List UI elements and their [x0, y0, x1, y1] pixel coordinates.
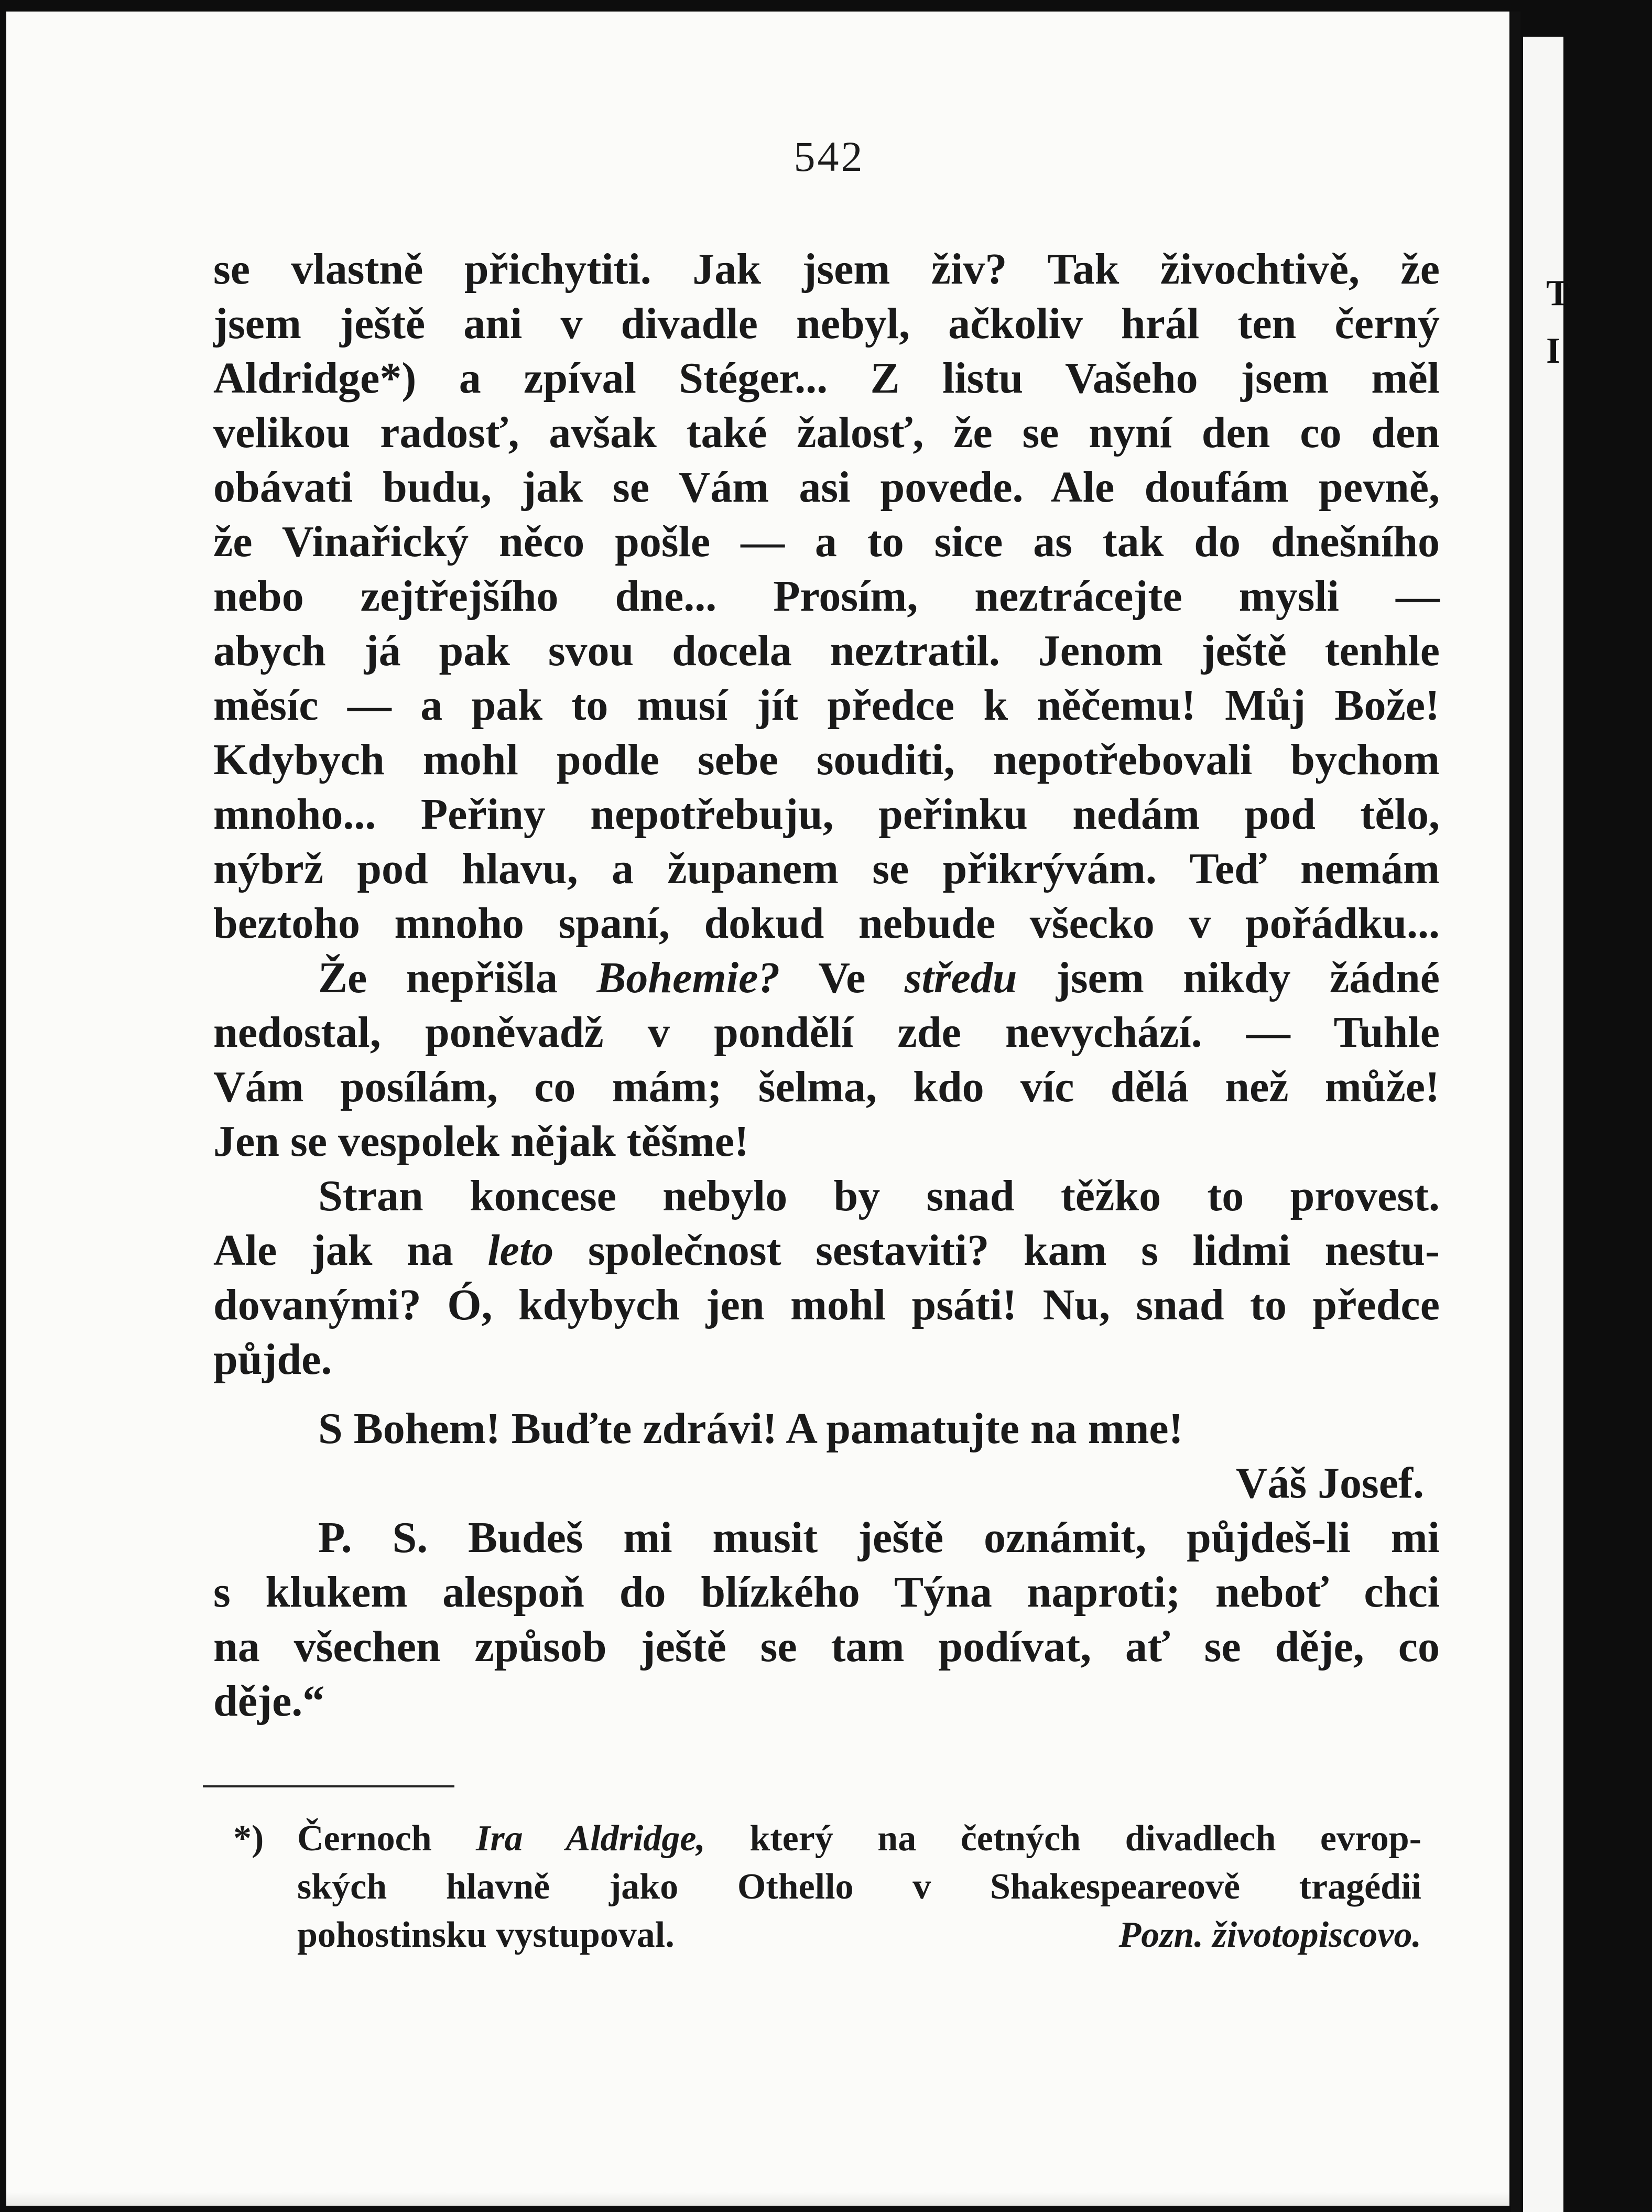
text-line: měsíc — a pak to musí jít předce k něčemu! Můj Bože! — [213, 681, 1440, 730]
italic-word: středu — [904, 953, 1017, 1002]
text-line: obávati budu, jak se Vám asi povede. Ale doufám pevně, — [213, 463, 1440, 512]
footnote-line: ských hlavně jako Othello v Shakespeareově tragédii — [297, 1867, 1421, 1907]
paragraph-line: Že nepřišla Bohemie? Ve středu jsem nikdy žádné — [318, 953, 1440, 1002]
postscript-line: děje.“ — [213, 1677, 325, 1726]
text-line: Stran koncese nebylo by snad těžko to provest. — [318, 1172, 1440, 1220]
text-line: půjde. — [213, 1335, 332, 1384]
text-line: Jen se vespolek nějak těšme! — [213, 1117, 749, 1166]
text-line: se vlastně přichytiti. Jak jsem živ? Tak živochtivě, že — [213, 245, 1440, 294]
footnote — [233, 1815, 1422, 1959]
text-line: že Vinařický něco pošle — a to sice as tak do dnešního — [213, 517, 1440, 566]
text-line: Aldridge*) a zpíval Stéger... Z listu Vašeho jsem měl — [213, 354, 1440, 403]
italic-name: Ira Aldridge, — [476, 1818, 705, 1859]
text-line: jsem ještě ani v divadle nebyl, ačkoliv hrál ten černý — [213, 299, 1440, 348]
footnote-marker: *) — [233, 1818, 264, 1859]
postscript-line: P. S. Budeš mi musit ještě oznámit, půjdeš-li mi — [318, 1513, 1440, 1562]
italic-word: leto — [487, 1226, 554, 1275]
text-line: beztoho mnoho spaní, dokud nebude všecko v pořádku... — [213, 899, 1440, 948]
text-line: nýbrž pod hlavu, a županem se přikrývám. Teď nemám — [213, 844, 1440, 893]
paragraph-line: Ale jak na leto společnost sestaviti? kam s lidmi nestu- — [213, 1226, 1440, 1275]
footnote-divider — [203, 1785, 454, 1787]
postscript-line: s klukem alespoň do blízkého Týna naproti; neboť chci — [213, 1568, 1440, 1617]
adjacent-page-glyph: I — [1546, 331, 1561, 371]
footnote-attribution: Pozn. životopiscovo. — [1118, 1915, 1421, 1955]
book-page — [6, 12, 1509, 2206]
text-line: Vám posílám, co mám; šelma, kdo víc dělá než může! — [213, 1062, 1440, 1111]
text-line: nebo zejtřejšího dne... Prosím, neztrácejte mysli — — [213, 572, 1440, 621]
text-line: velikou radosť, avšak také žalosť, že se nyní den co den — [213, 408, 1440, 457]
postscript-line: na všechen způsob ještě se tam podívat, ať se děje, co — [213, 1622, 1440, 1671]
footnote-line: Černoch Ira Aldridge, který na četných divadlech evrop- — [297, 1818, 1422, 1859]
footnote-line: pohostinsku vystupoval. Pozn. životopiscovo. — [297, 1911, 1421, 1959]
body-text — [213, 242, 1440, 1729]
text-line: dovanými? Ó, kdybych jen mohl psáti! Nu, snad to předce — [213, 1281, 1440, 1329]
page-number: 542 — [794, 133, 865, 180]
italic-word: Bohemie? — [596, 953, 780, 1002]
text-line: Kdybych mohl podle sebe souditi, nepotřebovali bychom — [213, 735, 1440, 784]
page-gutter — [1511, 12, 1520, 2212]
text-line: nedostal, poněvadž v pondělí zde nevychází. — Tuhle — [213, 1008, 1440, 1057]
adjacent-page-glyph: T — [1546, 273, 1571, 313]
signature: Váš Josef. — [1235, 1459, 1424, 1508]
closing-line: S Bohem! Buďte zdrávi! A pamatujte na mne! — [318, 1404, 1183, 1453]
text-line: mnoho... Peřiny nepotřebuju, peřinku nedám pod tělo, — [213, 790, 1440, 839]
paragraph-gap — [213, 1387, 1440, 1402]
text-line: abych já pak svou docela neztratil. Jenom ještě tenhle — [213, 626, 1440, 675]
